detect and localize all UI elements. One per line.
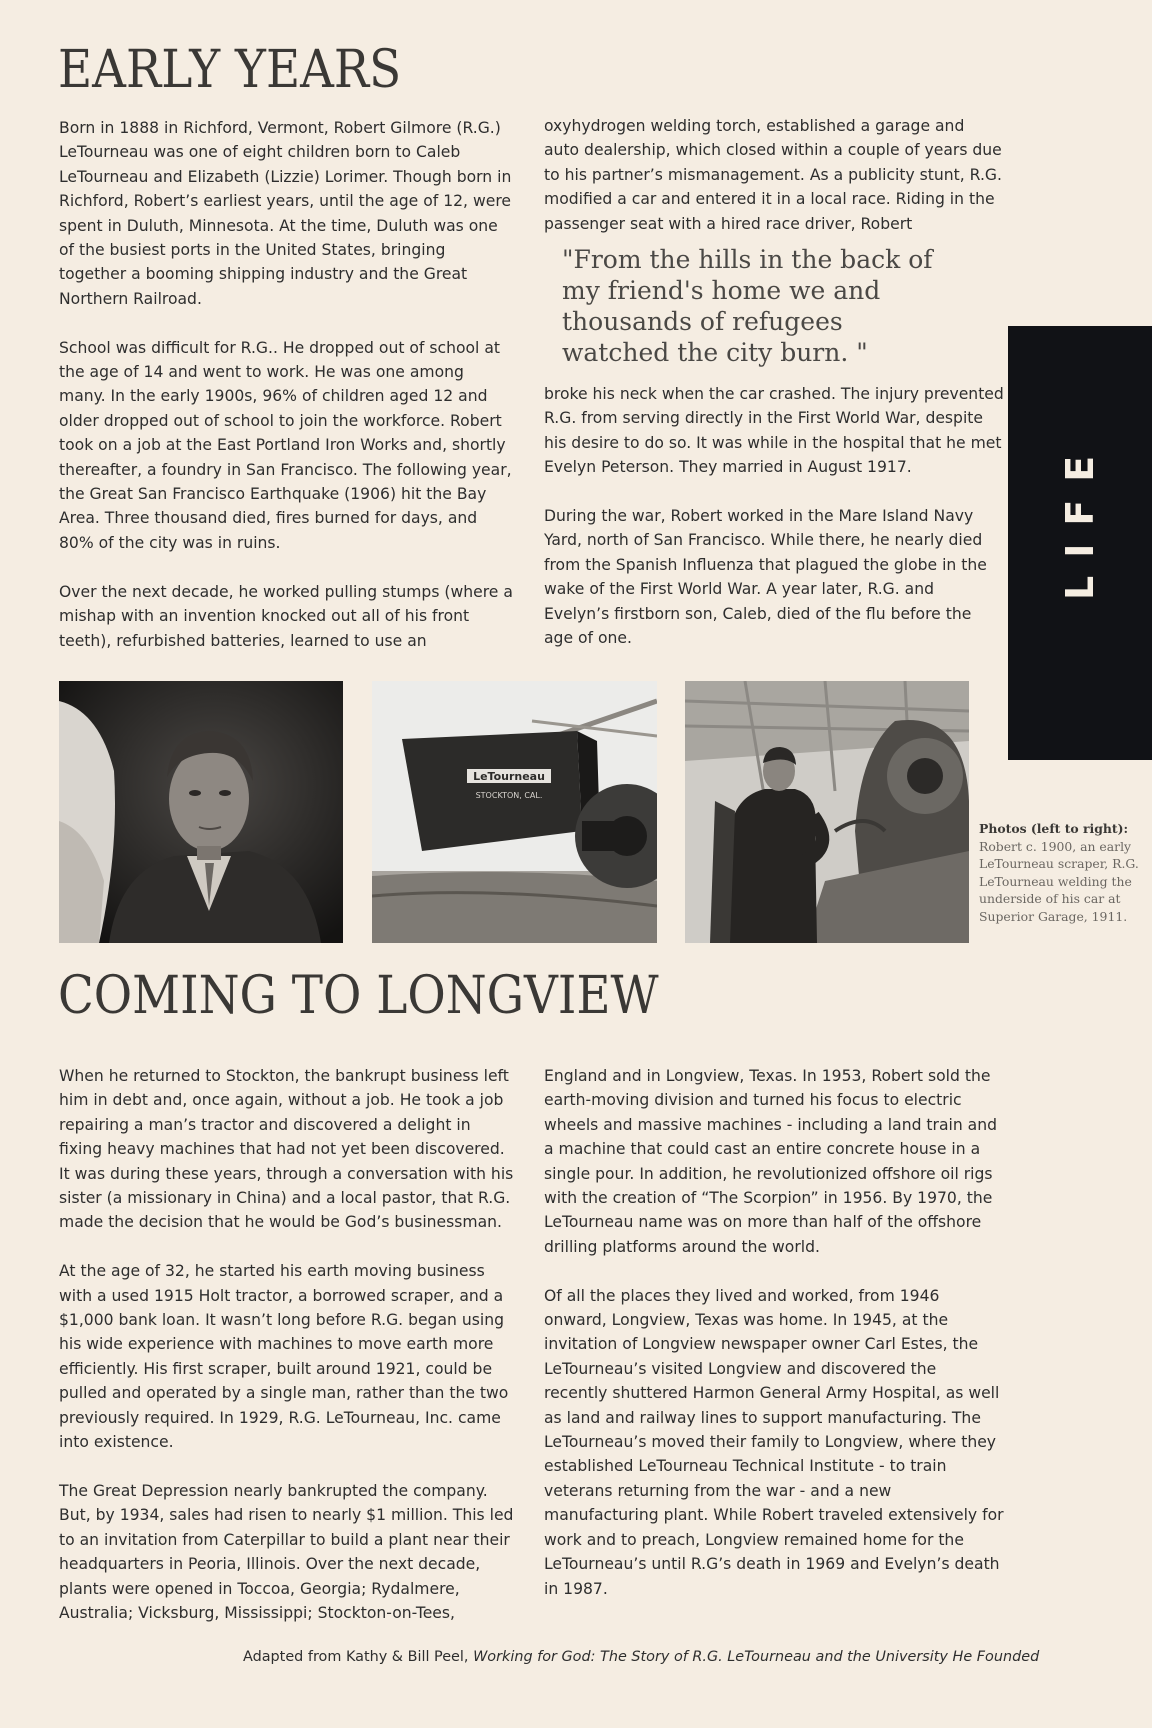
photo-caption: Photos (left to right): Robert c. 1900, an early LeTourneau scraper, R.G. LeTourneau welding the underside of his car at Superior Garage, 1911. [979, 821, 1139, 924]
paragraph: oxyhydrogen welding torch, established a garage and auto dealership, which closed within a couple of years due to his partner’s mismanagement. As a publicity stunt, R.G. modified a car and entered it in a local race. Riding in the passenger seat with a hired race driver, Robert [544, 117, 1002, 233]
caption-title: Photos (left to right) [979, 821, 1124, 836]
paragraph: England and in Longview, Texas. In 1953, Robert sold the earth-moving division and turned his focus to electric wheels and massive machines - including a land train and a machine that could cast an entire concrete house in a single pour. In addition, he revolutionized offshore oil rigs with the creation of “The Scorpion” in 1956. By 1970, the LeTourneau name was on more than half of the offshore drilling platforms around the world. [544, 1067, 998, 1256]
early-years-column-2-top [544, 114, 1004, 236]
longview-column-2 [544, 1064, 1004, 1601]
paragraph: Over the next decade, he worked pulling stumps (where a mishap with an invention knocked out all of his front teeth), refurbished batteries, learned to use an [59, 582, 513, 650]
paragraph: When he returned to Stockton, the bankrupt business left him in debt and, once again, without a job. He took a job repairing a man’s tractor and discovered a delight in fixing heavy machines that had not yet been discovered. It was during these years, through a conversation with his sister (a missionary in China) and a local pastor, that R.G. made the decision that he would be God’s businessman. [59, 1067, 514, 1232]
pull-quote: "From the hills in the back of my friend's home we and thousands of refugees watched the city burn. " [562, 245, 933, 367]
paragraph: School was difficult for R.G.. He dropped out of school at the age of 14 and went to work. He was one among many. In the early 1900s, 96% of children aged 12 and older dropped out of school to join the workforce. Robert took on a job at the East Portland Iron Works and, shortly thereafter, a foundry in San Francisco. The following year, the Great San Francisco Earthquake (1906) hit the Bay Area. Three thousand died, fires burned for days, and 80% of the city was in ruins. [59, 338, 512, 552]
scraper-sign-line1: LeTourneau [473, 770, 545, 783]
paragraph: broke his neck when the car crashed. The injury prevented R.G. from serving directly in the First World War, despite his desire to do so. It was while in the hospital that he met Evelyn Peterson. They married in August 1917. [544, 385, 1004, 477]
book-title: Working for God: The Story of R.G. LeTourneau and the University He Founded [473, 1649, 1040, 1665]
attribution-prefix: Adapted from Kathy & Bill Peel, [243, 1649, 474, 1665]
paragraph: At the age of 32, he started his earth moving business with a used 1915 Holt tractor, a borrowed scraper, and a $1,000 bank loan. It wasn’t long before R.G. began using his wide experience with machines to move earth more efficiently. His first scraper, built around 1921, could be pulled and operated by a single man, rather than the two previously required. In 1929, R.G. LeTourneau, Inc. came into existence. [59, 1262, 509, 1452]
longview-column-1 [59, 1064, 515, 1625]
section-tab-label: LIFE [1058, 437, 1102, 600]
source-attribution [243, 1649, 1143, 1665]
early-years-column-2-bottom [544, 382, 1004, 650]
early-years-heading: EARLY YEARS [58, 40, 402, 100]
early-years-column-1 [59, 116, 515, 653]
portrait-image [59, 681, 343, 943]
coming-to-longview-heading: COMING TO LONGVIEW [58, 966, 659, 1026]
paragraph: During the war, Robert worked in the Mare Island Navy Yard, north of San Francisco. While there, he nearly died from the Spanish Influenza that plagued the globe in the wake of the First World War. A year later, R.G. and Evelyn’s firstborn son, Caleb, died of the flu before the age of one. [544, 507, 987, 648]
photo-robert-portrait [59, 681, 343, 943]
photo-garage [685, 681, 969, 943]
paragraph: Of all the places they lived and worked, from 1946 onward, Longview, Texas was home. In 1945, at the invitation of Longview newspaper owner Carl Estes, the LeTourneau’s visited Longview and discovered the recently shuttered Harmon General Army Hospital, as well as land and railway lines to support manufacturing. The LeTourneau’s moved their family to Longview, where they established LeTourneau Technical Institute - to train veterans returning from the war - and a new manufacturing plant. While Robert traveled extensively for work and to preach, Longview remained home for the LeTourneau’s until R.G’s death in 1969 and Evelyn’s death in 1987. [544, 1286, 1004, 1598]
scraper-sign-line2: STOCKTON, CAL. [475, 791, 543, 800]
garage-image [685, 681, 969, 943]
paragraph: Born in 1888 in Richford, Vermont, Robert Gilmore (R.G.) LeTourneau was one of eight children born to Caleb LeTourneau and Elizabeth (Lizzie) Lorimer. Though born in Richford, Robert’s earliest years, until the age of 12, were spent in Duluth, Minnesota. At the time, Duluth was one of the busiest ports in the United States, bringing together a booming shipping industry and the Great Northern Railroad. [59, 119, 512, 308]
paragraph: The Great Depression nearly bankrupted the company. But, by 1934, sales had risen to nearly $1 million. This led to an invitation from Caterpillar to build a plant near their headquarters in Peoria, Illinois. Over the next decade, plants were opened in Toccoa, Georgia; Rydalmere, Australia; Vicksburg, Mississippi; Stockton-on-Tees, [59, 1481, 514, 1622]
scraper-image [372, 681, 657, 943]
caption-body: Robert c. 1900, an early LeTourneau scraper, R.G. LeTourneau welding the underside of his car at Superior Garage, 1911. [979, 838, 1139, 924]
photo-scraper [372, 681, 657, 943]
